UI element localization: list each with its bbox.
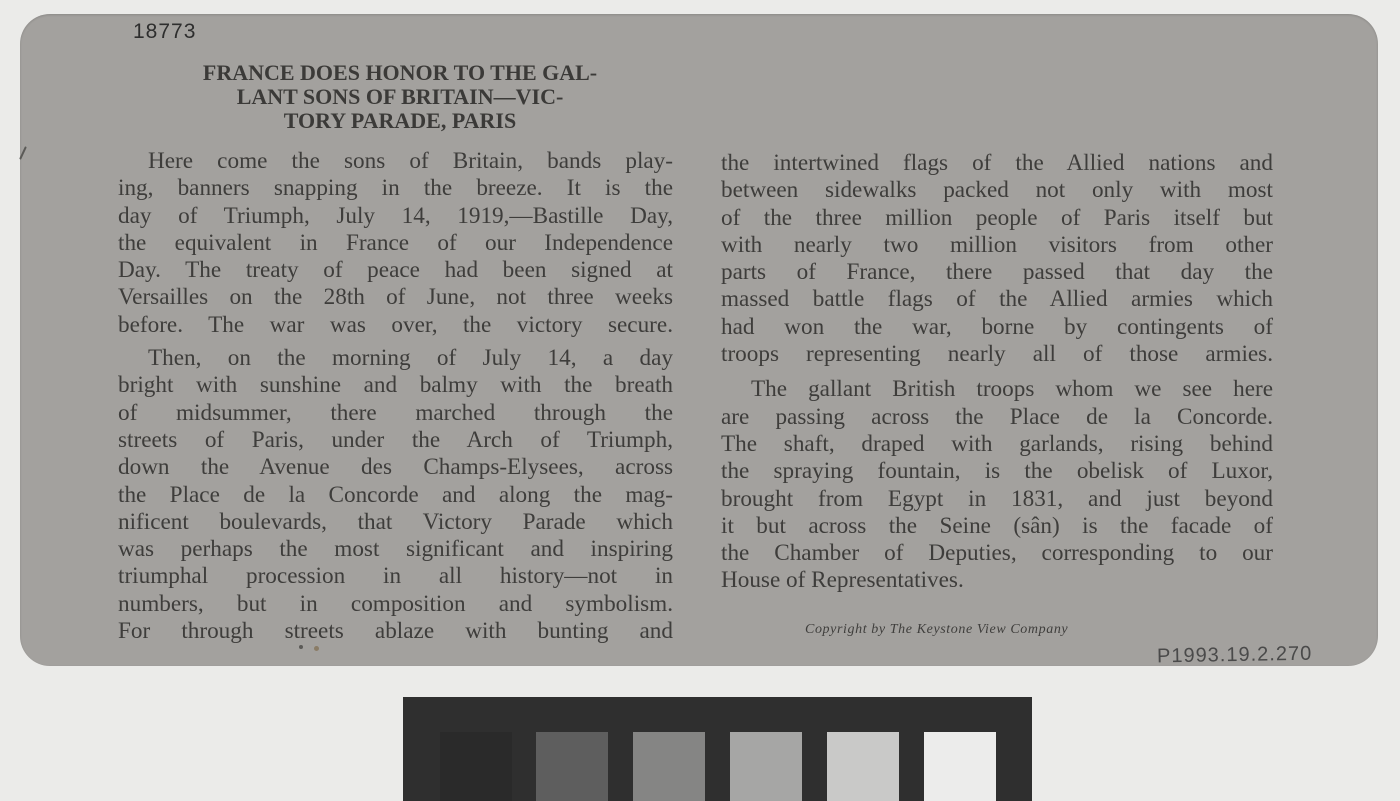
text-line: Day. The treaty of peace had been signed at	[118, 257, 673, 284]
gray-patch	[730, 732, 802, 801]
text-line: of the three million people of Paris itself but	[721, 204, 1273, 231]
right-text-column	[721, 150, 1273, 595]
gray-patch	[633, 732, 705, 801]
accession-number: P1993.19.2.270	[1156, 642, 1313, 668]
text-line: with nearly two million visitors from other	[721, 231, 1273, 258]
gray-patch	[924, 732, 996, 801]
text-line: House of Representatives.	[721, 567, 964, 594]
text-line: Then, on the morning of July 14, a day	[148, 345, 673, 372]
text-line: ing, banners snapping in the breeze. It is the	[118, 175, 673, 202]
text-line: Here come the sons of Britain, bands play-	[148, 148, 673, 174]
title-line: LANT SONS OF BRITAIN—VIC-	[236, 84, 564, 109]
text-line: triumphal procession in all history—not in	[118, 563, 673, 590]
text-line: the Place de la Concorde and along the mag-	[118, 481, 673, 508]
title-line: FRANCE DOES HONOR TO THE GAL-	[202, 60, 598, 85]
gray-patch	[536, 732, 608, 801]
text-line: are passing across the Place de la Concorde.	[721, 403, 1273, 430]
stain-mark	[299, 645, 303, 649]
card-title	[116, 61, 684, 133]
text-line: before. The war was over, the victory secure.	[118, 311, 673, 338]
text-line: massed battle flags of the Allied armies which	[721, 286, 1273, 313]
text-line: For through streets ablaze with bunting and	[118, 618, 673, 645]
text-line: numbers, but in composition and symbolism.	[118, 590, 673, 617]
text-line: between sidewalks packed not only with most	[721, 177, 1273, 204]
text-line: The shaft, draped with garlands, rising behind	[721, 430, 1273, 457]
text-line: of midsummer, there marched through the	[118, 399, 673, 426]
text-line: The gallant British troops whom we see here	[751, 376, 1273, 403]
gray-patch	[827, 732, 899, 801]
gray-patch	[440, 732, 512, 801]
text-line: bright with sunshine and balmy with the breath	[118, 372, 673, 399]
text-line: nificent boulevards, that Victory Parade which	[118, 508, 673, 535]
text-line: day of Triumph, July 14, 1919,—Bastille Day,	[118, 202, 673, 229]
text-line: troops representing nearly all of those armies.	[721, 341, 1273, 368]
text-line: the Chamber of Deputies, corresponding to our	[721, 540, 1273, 567]
text-line: down the Avenue des Champs-Elysees, across	[118, 454, 673, 481]
text-line: it but across the Seine (sân) is the facade of	[721, 512, 1273, 539]
text-line: brought from Egypt in 1831, and just beyond	[721, 485, 1273, 512]
text-line: had won the war, borne by contingents of	[721, 313, 1273, 340]
text-line: streets of Paris, under the Arch of Triumph,	[118, 426, 673, 453]
left-text-column	[118, 148, 673, 645]
copyright-notice: Copyright by The Keystone View Company	[805, 622, 1069, 637]
text-line: parts of France, there passed that day the	[721, 259, 1273, 286]
title-line: TORY PARADE, PARIS	[283, 108, 517, 133]
catalog-number: 18773	[133, 20, 197, 43]
color-calibration-bar	[403, 697, 1032, 801]
text-line: Versailles on the 28th of June, not three weeks	[118, 284, 673, 311]
text-line: the equivalent in France of our Independence	[118, 229, 673, 256]
text-line: was perhaps the most significant and inspiring	[118, 536, 673, 563]
text-line: the spraying fountain, is the obelisk of Luxor,	[721, 458, 1273, 485]
stain-mark	[314, 646, 319, 651]
text-line: the intertwined flags of the Allied nations and	[721, 150, 1273, 176]
